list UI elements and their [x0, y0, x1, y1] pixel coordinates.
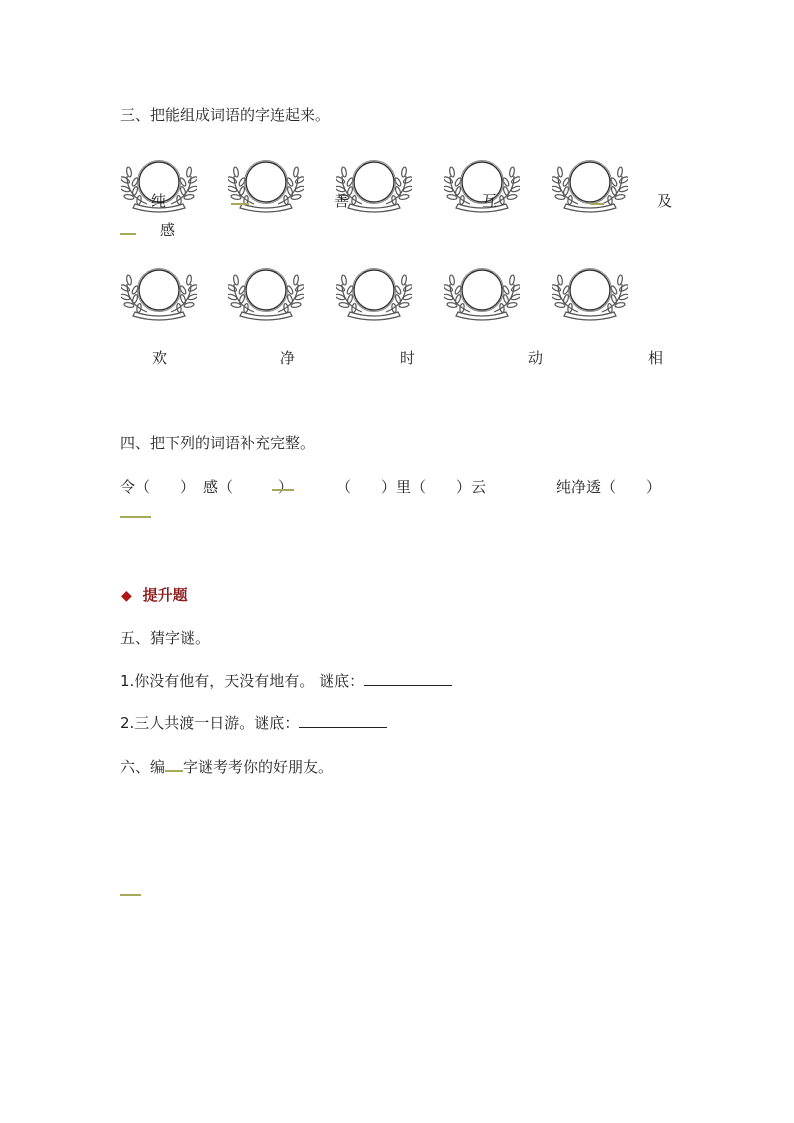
riddle-2 — [120, 712, 387, 733]
section6-title — [120, 756, 333, 777]
char-item[interactable]: 感 — [160, 221, 176, 239]
phrase-blank[interactable]: 令（ ） — [120, 478, 196, 496]
riddle-1 — [120, 670, 452, 691]
olive-mark — [120, 894, 141, 896]
char-item[interactable]: 及 — [657, 192, 673, 210]
answer-line[interactable] — [299, 713, 387, 728]
char-item[interactable]: 欢 — [152, 349, 168, 367]
section6-title-post: 字谜考考你的好朋友。 — [183, 758, 334, 776]
char-item[interactable]: 相 — [648, 349, 664, 367]
char-item[interactable]: 时 — [400, 349, 416, 367]
riddle-1-text: 1.你没有他有，天没有地有。 谜底： — [120, 672, 365, 690]
section3-title: 三、把能组成词语的字连起来。 — [120, 106, 331, 124]
answer-line[interactable] — [364, 671, 452, 686]
olive-mark — [120, 233, 136, 235]
riddle-2-text: 2.三人共渡一日游。谜底： — [120, 714, 300, 732]
phrase-blank[interactable]: 纯净透（ ） — [556, 478, 662, 496]
char-item[interactable]: 纯 — [151, 192, 167, 210]
olive-mark — [165, 758, 183, 772]
char-item[interactable]: 净 — [280, 349, 296, 367]
advanced-heading — [121, 584, 188, 605]
wreath-icon — [228, 158, 304, 214]
wreath-icon — [121, 266, 197, 322]
wreath-icon — [228, 266, 304, 322]
char-item[interactable]: 动 — [528, 349, 544, 367]
olive-mark — [120, 516, 151, 518]
wreath-icon — [552, 266, 628, 322]
wreath-icon — [552, 158, 628, 214]
wreath-icon — [444, 266, 520, 322]
olive-mark — [272, 489, 294, 491]
char-item[interactable]: 善 — [334, 192, 350, 210]
phrase-blank[interactable]: （ ）里（ ）云 — [336, 478, 487, 496]
diamond-bullet-icon: ◆ — [121, 588, 132, 604]
char-item[interactable]: 互 — [482, 192, 498, 210]
olive-mark — [231, 203, 249, 205]
olive-mark — [590, 203, 604, 205]
wreath-icon — [336, 266, 412, 322]
section5-title: 五、猜字谜。 — [120, 629, 211, 647]
section6-title-pre: 六、编 — [120, 758, 166, 776]
section4-title: 四、把下列的词语补充完整。 — [120, 434, 316, 452]
advanced-title: 提升题 — [142, 586, 188, 604]
phrase-blank[interactable]: 感（ ） — [203, 478, 294, 496]
